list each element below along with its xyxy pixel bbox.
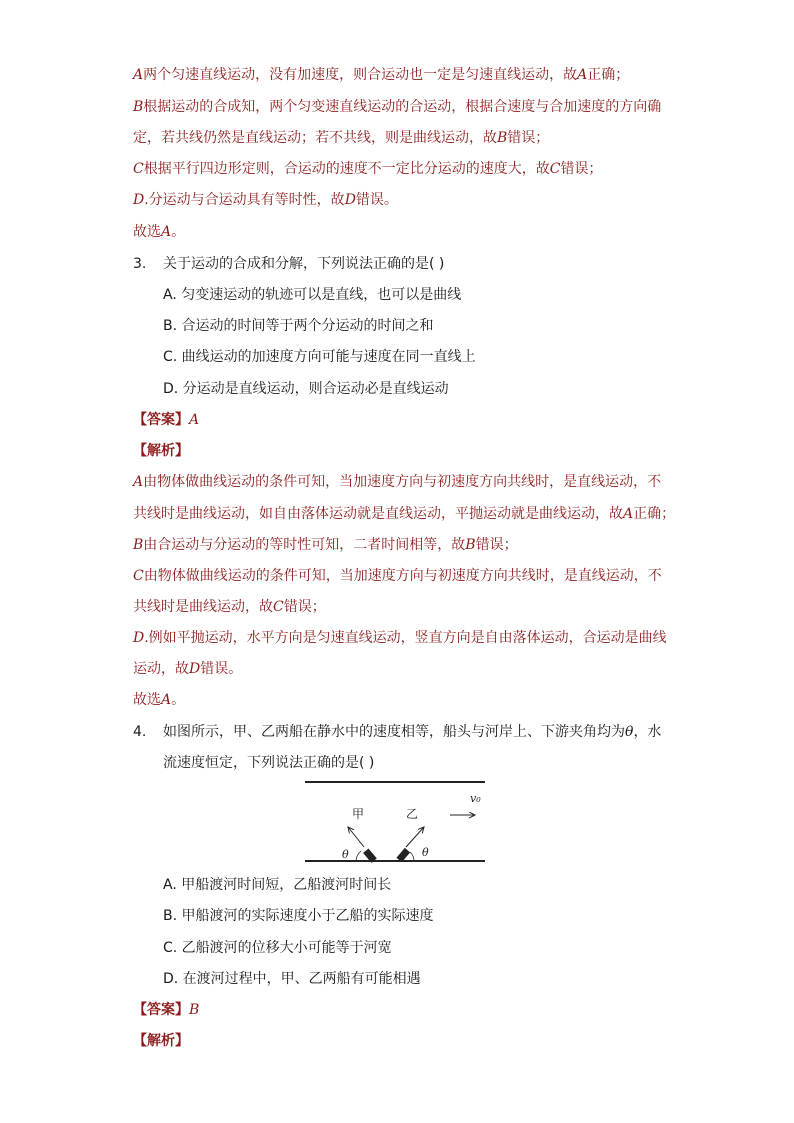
q3-option-c: C. 曲线运动的加速度方向可能与速度在同一直线上 — [163, 349, 476, 365]
option-letter: D — [133, 630, 145, 646]
conclusion-prefix: 故选 — [133, 692, 161, 708]
analysis-text: 运动，故 — [133, 661, 189, 677]
conclusion-end: 。 — [171, 692, 186, 708]
q3-analysis-line-2 — [133, 504, 675, 524]
option-letter: C — [133, 568, 144, 584]
option-letter: A — [623, 506, 634, 522]
analysis-text: 根据运动的合成知，两个匀变速直线运动的合运动，根据合速度与合加速度的方向确 — [143, 99, 662, 115]
analysis-text: 错误； — [475, 537, 518, 553]
analysis-text: 由物体做曲线运动的条件可知，当加速度方向与初速度方向共线时，是直线运动，不 — [143, 474, 662, 490]
analysis-text: 由物体做曲线运动的条件可知，当加速度方向与初速度方向共线时，是直线运动，不 — [143, 568, 662, 584]
theta-symbol: θ — [625, 724, 634, 740]
q3-analysis-tag: 【解析】 — [133, 443, 189, 459]
q4-option-c: C. 乙船渡河的位移大小可能等于河宽 — [163, 940, 392, 956]
analysis-text: 错误； — [283, 599, 326, 615]
label-jia: 甲 — [352, 807, 365, 821]
answer-tag: 【答案】 — [133, 1002, 189, 1018]
q3-analysis-line-1 — [133, 472, 661, 492]
analysis-text: 正确； — [633, 506, 676, 522]
conclusion-letter: A — [161, 692, 172, 708]
prev-conclusion — [133, 222, 185, 242]
option-letter: C — [273, 599, 284, 615]
analysis-text: .分运动与合运动具有等时性，故 — [144, 192, 345, 208]
option-letter: A — [577, 67, 588, 83]
q3-analysis-line-6 — [133, 628, 667, 648]
q3-analysis-line-3 — [133, 535, 518, 555]
analysis-text: 错误； — [560, 161, 603, 177]
option-letter: C — [549, 161, 561, 177]
q3-conclusion — [133, 690, 185, 710]
theta-left: θ — [342, 848, 349, 861]
analysis-text: .例如平抛运动，水平方向是匀速直线运动，竖直方向是自由落体运动，合运动是曲线 — [144, 630, 667, 646]
option-letter: B — [133, 99, 144, 115]
q3-option-b: B. 合运动的时间等于两个分运动的时间之和 — [163, 318, 434, 334]
q4-number: 4. — [133, 724, 147, 740]
q3-analysis-line-7 — [133, 659, 242, 679]
answer-tag: 【答案】 — [133, 412, 189, 428]
conclusion-letter: A — [161, 224, 172, 240]
velocity-arrow-yi — [406, 827, 424, 847]
theta-right: θ — [422, 846, 429, 859]
analysis-text: 正确； — [587, 67, 630, 83]
stem-text: 如图所示，甲、乙两船在静水中的速度相等，船头与河岸上、下游夹角均为 — [163, 724, 625, 740]
q3-answer — [133, 410, 199, 430]
velocity-arrow-jia — [348, 827, 364, 847]
prev-analysis-line-4 — [133, 159, 602, 179]
river-boats-figure — [300, 775, 490, 867]
analysis-text: 错误。 — [355, 192, 398, 208]
q4-stem-line-2: 流速度恒定，下列说法正确的是( ) — [163, 755, 375, 771]
stem-text: ，水 — [633, 724, 662, 740]
q4-analysis-tag: 【解析】 — [133, 1033, 189, 1049]
option-letter: D — [344, 192, 356, 208]
option-letter: D — [133, 192, 145, 208]
q3-option-d: D. 分运动是直线运动，则合运动必是直线运动 — [163, 381, 449, 397]
analysis-text: 共线时是曲线运动，如自由落体运动就是直线运动，平抛运动就是曲线运动，故 — [133, 506, 623, 522]
prev-analysis-line-2 — [133, 97, 661, 117]
q4-option-d: D. 在渡河过程中，甲、乙两船有可能相遇 — [163, 971, 421, 987]
q3-number: 3. — [133, 256, 147, 272]
prev-analysis-line-5 — [133, 190, 398, 210]
option-letter: C — [133, 161, 144, 177]
option-letter: A — [133, 474, 144, 490]
label-yi: 乙 — [406, 807, 419, 821]
answer-letter: B — [189, 1002, 200, 1018]
prev-analysis-line-3 — [133, 128, 549, 148]
option-letter: B — [133, 537, 144, 553]
prev-analysis-line-1 — [133, 65, 629, 85]
option-letter: D — [189, 661, 201, 677]
angle-arc-right — [410, 852, 414, 861]
q4-answer — [133, 1000, 199, 1020]
option-letter: B — [465, 537, 476, 553]
conclusion-prefix: 故选 — [133, 224, 161, 240]
q4-option-a: A. 甲船渡河时间短，乙船渡河时间长 — [163, 877, 392, 893]
q4-stem-line-1 — [163, 722, 661, 742]
analysis-text: 由合运动与分运动的等时性可知，二者时间相等，故 — [143, 537, 466, 553]
q3-analysis-line-5 — [133, 597, 326, 617]
analysis-text: 错误； — [507, 130, 550, 146]
q3-option-a: A. 匀变速运动的轨迹可以是直线，也可以是曲线 — [163, 287, 462, 303]
analysis-text: 定，若共线仍然是直线运动；若不共线，则是曲线运动，故 — [133, 130, 497, 146]
analysis-text: 共线时是曲线运动，故 — [133, 599, 273, 615]
q3-analysis-line-4 — [133, 566, 662, 586]
q4-option-b: B. 甲船渡河的实际速度小于乙船的实际速度 — [163, 908, 434, 924]
angle-arc-left — [356, 851, 361, 861]
option-letter: A — [133, 67, 144, 83]
analysis-text: 错误。 — [200, 661, 243, 677]
analysis-text: 根据平行四边形定则，合运动的速度不一定比分运动的速度大，故 — [143, 161, 550, 177]
option-letter: B — [497, 130, 508, 146]
q3-stem: 关于运动的合成和分解，下列说法正确的是( ) — [163, 256, 445, 272]
answer-letter: A — [189, 412, 200, 428]
analysis-text: 两个匀速直线运动，没有加速度，则合运动也一定是匀速直线运动，故 — [143, 67, 578, 83]
conclusion-end: 。 — [171, 224, 186, 240]
label-v0: v₀ — [470, 792, 481, 805]
